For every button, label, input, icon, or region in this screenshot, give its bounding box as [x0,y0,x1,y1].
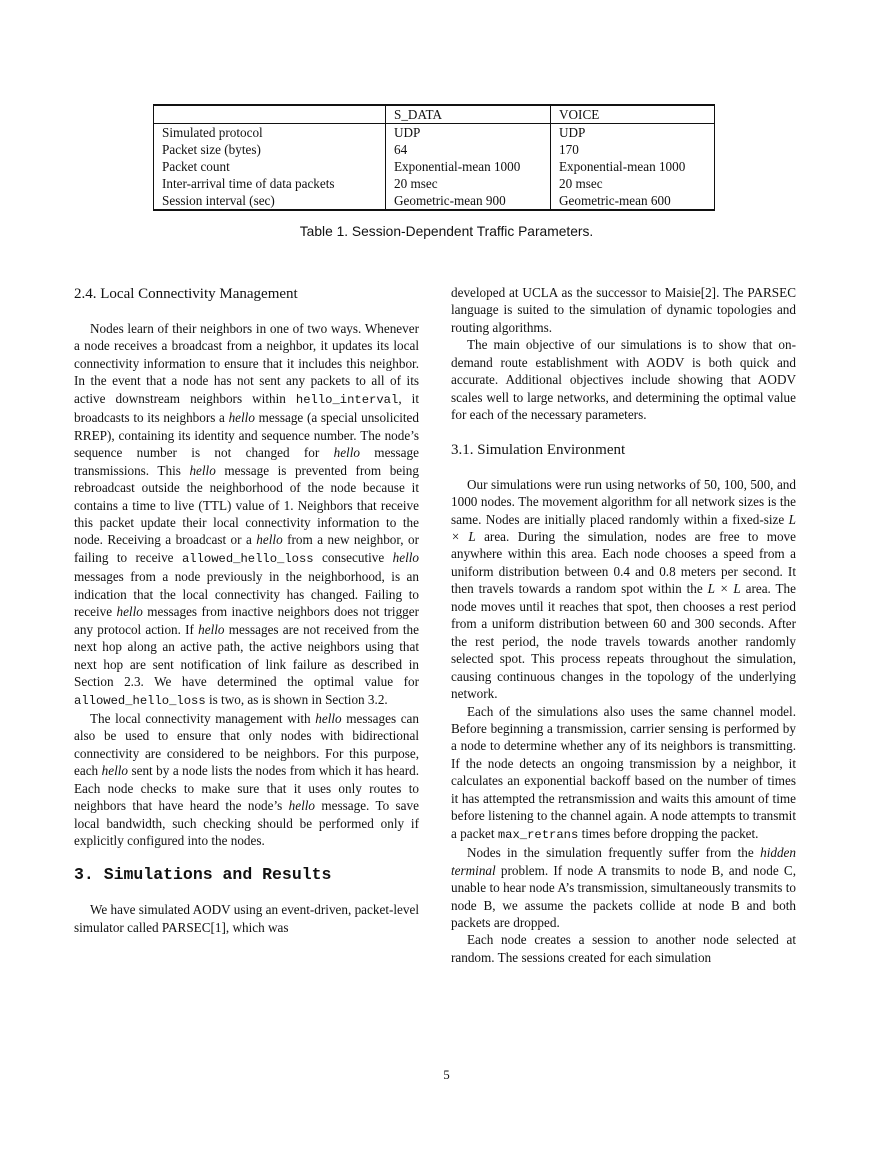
text: The local connectivity management with [90,710,316,726]
text: message transmissions. This [74,445,419,478]
text: area. During the simulation, nodes are free to move anywhere within this area. Each node chooses a speed from a uniform distribution between 0.4 and 0.8 meters per second. It then travels towards a random spot within the [451,528,797,597]
emphasis: hello [116,604,143,620]
table-header-cell: VOICE [551,105,715,124]
emphasis: hello [288,798,316,814]
traffic-parameters-table [153,104,715,211]
text: Nodes learn of their neighbors in one of two ways. Whenever a node receives a broadcast from a neighbor, it updates its local connectivity information to ensure that it includes this neighbor. In the event that a node has not sent any packets to all of its active downstream neighbors within [74,321,419,406]
paragraph [74,320,419,710]
left-column [74,284,419,936]
emphasis: hello [256,532,283,548]
text: message (a special unsolicited RREP), containing its identity and sequence number. The node’s sequence number is not changed for [74,410,419,461]
code-term: allowed_hello_loss [181,551,314,566]
table-header-cell: S_DATA [386,105,551,124]
table-cell: 170 [551,141,715,158]
paragraph: We have simulated AODV using an event-driven, packet-level simulator called PARSEC[1], which was [74,902,420,935]
code-term: hello_interval [295,392,399,407]
section-heading-3-1: 3.1. Simulation Environment [451,441,626,458]
table-cell: 64 [386,141,551,158]
text: problem. If node A transmits to node B, and node C, unable to hear node A’s transmission, simultaneously transmits to node B, we assume the packets collide at node B and both packets are dropped. [451,862,796,930]
text: message. To save local bandwidth, such checking should be performed only if explicitly configured into the nodes. [74,798,419,849]
table-row [154,158,715,175]
text: messages can also be used to ensure that only nodes with bidirectional connectivity are considered to be neighbors. For this purpose, each [74,710,419,779]
text: Nodes in the simulation frequently suffer from the [467,845,761,861]
table-row [154,175,715,192]
table-cell: 20 msec [386,175,551,192]
page-number: 5 [443,1067,450,1082]
math-expression: L × L [451,511,796,544]
table-cell: UDP [386,124,551,142]
code-term: max_retrans [497,827,579,842]
text: consecutive [313,549,393,565]
text: Each of the simulations also uses the same channel model. Before beginning a transmission, carrier sensing is performed by a node to determine whether any of its neighbors is transmitting. If the node detects an ongoing transmission by a neighbor, it calculates an exponential backoff based on the number of times it has attempted the retransmission and waits this amount of time before listening to the channel again. A node attempts to transmit a packet [451,703,796,841]
paragraph [451,476,796,703]
table-cell: 20 msec [551,175,715,192]
code-term: allowed_hello_loss [74,693,206,708]
emphasis: hello [392,549,420,565]
table-cell: Inter-arrival time of data packets [154,175,386,192]
table-cell: UDP [551,124,715,142]
text: messages from inactive neighbors does not trigger any protocol action. If [74,604,419,637]
text: messages from a node previously in the neighborhood, is an indication that the local connectivity has changed. Failing to receive [74,569,419,620]
emphasis: hello [198,621,225,637]
text: , it broadcasts to its neighbors a [74,390,419,426]
table-cell: Exponential-mean 1000 [551,158,715,175]
emphasis: hello [228,410,255,426]
paragraph: developed at UCLA as the successor to Maisie[2]. The PARSEC language is suited to the simulation of dynamic topologies and routing algorithms. [451,285,796,335]
right-column [451,284,796,966]
emphasis: hello [315,710,342,726]
emphasis: hello [333,445,360,461]
text: times before dropping the packet. [578,825,759,841]
table-row [154,141,715,158]
text: message is prevented from being rebroadcast outside the neighborhood of the node because it contains a time to live (TTL) value of 1. Neighbors that receive this packet update their local connectivity information to the node. Receiving a broadcast or a [74,462,419,548]
table-cell: Session interval (sec) [154,192,386,210]
table-cell: Geometric-mean 900 [386,192,551,210]
section-heading-2-4: 2.4. Local Connectivity Management [74,286,298,302]
text: area. The node moves until it reaches that spot, then chooses a rest period from a uniform distribution between 60 and 300 seconds. After the rest period, the node travels towards another randomly selected spot. This process repeats throughout the simulation, causing continuous changes in the topology of the underlying network. [451,581,796,702]
table-cell: Geometric-mean 600 [551,192,715,210]
emphasis: hidden terminal [451,845,796,878]
table-cell: Packet size (bytes) [154,141,386,158]
text: is two, as is shown in Section 3.2. [205,691,388,707]
table-row [154,124,715,142]
paragraph: The main objective of our simulations is to show that on-demand route establishment with AODV is both quick and accurate. Additional objectives include showing that AODV scales well to large networks, and determining the optimal value for each of the necessary parameters. [451,337,796,423]
emphasis: hello [101,763,128,779]
table-cell: Packet count [154,158,386,175]
table-cell: Exponential-mean 1000 [386,158,551,175]
paragraph: Each node creates a session to another node selected at random. The sessions created for each simulation [451,932,796,965]
table-header-row [154,105,715,124]
paragraph [451,703,796,845]
table-cell: Simulated protocol [154,124,386,142]
table-row [154,192,715,210]
emphasis: hello [189,462,216,478]
section-heading-3: 3. Simulations and Results [74,864,332,884]
paragraph [451,844,796,931]
table-caption: Table 1. Session-Dependent Traffic Parameters. [299,224,594,239]
table-header-cell [154,105,386,124]
text: sent by a node lists the nodes from which it has heard. Each node checks to make sure that it uses only routes to neighbors that have heard the node’s [74,763,419,814]
math-expression: L × L [707,581,741,597]
paragraph [74,710,419,850]
text: from a new neighbor, or failing to receive [74,532,419,565]
text: Our simulations were run using networks of 50, 100, 500, and 1000 nodes. The movement algorithm for all network sizes is the same. Nodes are initially placed randomly within a fixed-size [451,476,796,527]
text: messages are not received from the next hop along an active path, the active neighbors using that next hop are sent notification of link failure as described in Section 2.3. We have determined the optimal value for [74,621,419,690]
